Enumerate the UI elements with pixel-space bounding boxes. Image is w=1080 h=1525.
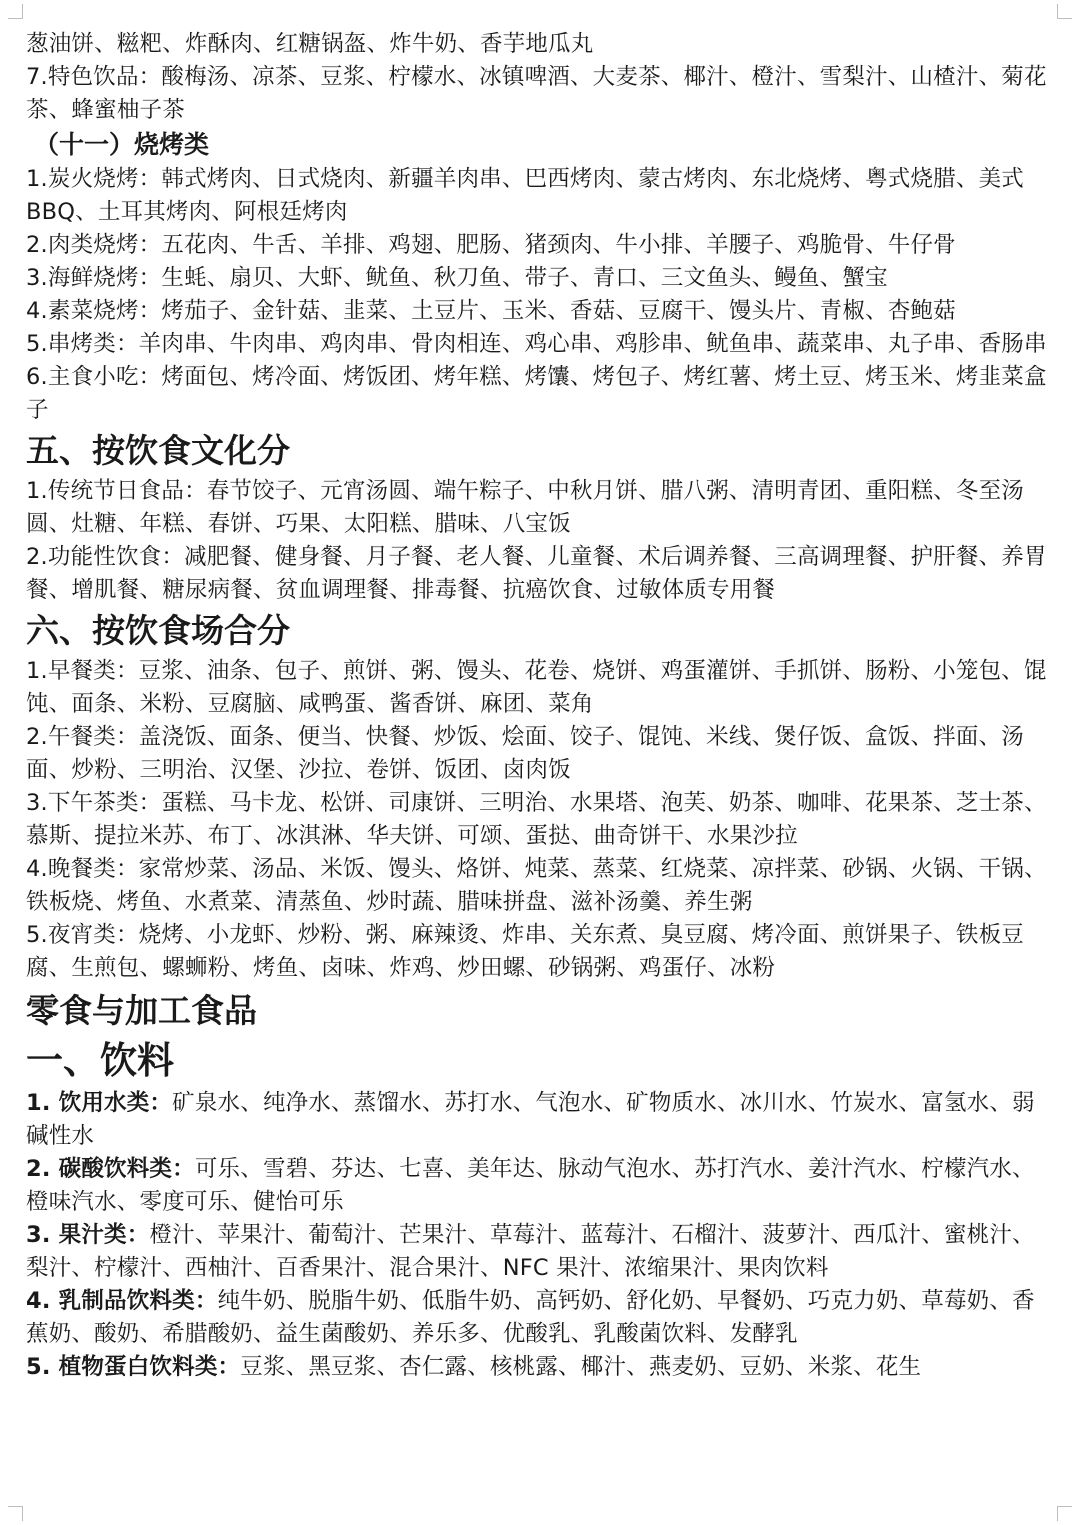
- paragraph-dairy: [26, 1285, 1054, 1351]
- paragraph-text: 蛋糕、马卡龙、松饼、司康饼、三明治、水果塔、泡芙、奶茶、咖啡、花果茶、芝士茶、慕斯、提拉米苏、布丁、冰淇淋、华夫饼、可颂、蛋挞、曲奇饼干、水果沙拉: [26, 790, 1047, 849]
- paragraph-text: 烤面包、烤冷面、烤饭团、烤年糕、烤馕、烤包子、烤红薯、烤土豆、烤玉米、烤韭菜盒子: [26, 364, 1047, 423]
- paragraph-label: 2.肉类烧烤：: [26, 232, 162, 258]
- paragraph-text: 葱油饼、糍粑、炸酥肉、红糖锅盔、炸牛奶、香芋地瓜丸: [26, 31, 594, 57]
- paragraph-label: 5.夜宵类：: [26, 922, 139, 948]
- paragraph-label: 4.晚餐类：: [26, 856, 139, 882]
- paragraph-text: 韩式烤肉、日式烧肉、新疆羊肉串、巴西烤肉、蒙古烤肉、东北烧烤、粤式烧腊、美式 BBQ、土耳其烤肉、阿根廷烤肉: [26, 166, 1024, 225]
- paragraph-label: 3. 果汁类：: [26, 1222, 150, 1248]
- paragraph-text: 烧烤、小龙虾、炒粉、粥、麻辣烫、炸串、关东煮、臭豆腐、烤冷面、煎饼果子、铁板豆腐、生煎包、螺蛳粉、烤鱼、卤味、炸鸡、炒田螺、砂锅粥、鸡蛋仔、冰粉: [26, 922, 1024, 981]
- paragraph-text: 家常炒菜、汤品、米饭、馒头、烙饼、炖菜、蒸菜、红烧菜、凉拌菜、砂锅、火锅、干锅、铁板烧、烤鱼、水煮菜、清蒸鱼、炒时蔬、腊味拼盘、滋补汤羹、养生粥: [26, 856, 1047, 915]
- paragraph-special-drinks: [26, 61, 1054, 127]
- paragraph-water: [26, 1087, 1054, 1153]
- paragraph-label: 2.功能性饮食：: [26, 544, 185, 570]
- paragraph-label: 2.午餐类：: [26, 724, 139, 750]
- paragraph-meat-bbq: [26, 229, 1054, 262]
- paragraph-lunch: [26, 721, 1054, 787]
- paragraph-label: 5. 植物蛋白饮料类：: [26, 1354, 241, 1380]
- paragraph-skewers: [26, 328, 1054, 361]
- paragraph-text: 豆浆、黑豆浆、杏仁露、核桃露、椰汁、燕麦奶、豆奶、米浆、花生: [240, 1354, 922, 1380]
- paragraph-label: 2. 碳酸饮料类：: [26, 1156, 195, 1182]
- paragraph-carbonated: [26, 1153, 1054, 1219]
- paragraph-text: 春节饺子、元宵汤圆、端午粽子、中秋月饼、腊八粥、清明青团、重阳糕、冬至汤圆、灶糖、年糕、春饼、巧果、太阳糕、腊味、八宝饭: [26, 478, 1024, 537]
- paragraph-label: 3.下午茶类：: [26, 790, 162, 816]
- paragraph-dinner: [26, 853, 1054, 919]
- paragraph-label: 1. 饮用水类：: [26, 1090, 173, 1116]
- paragraph-juice: [26, 1219, 1054, 1285]
- paragraph-label: 1.炭火烧烤：: [26, 166, 162, 192]
- paragraph-label: 5.串烤类：: [26, 331, 139, 357]
- paragraph-afternoon-tea: [26, 787, 1054, 853]
- paragraph-label: 1.早餐类：: [26, 658, 139, 684]
- heading-food-occasion: 六、按饮食场合分: [26, 611, 290, 650]
- crop-mark-bottom-left: [8, 1506, 23, 1521]
- paragraph-charcoal-bbq: [26, 163, 1054, 229]
- paragraph-staple-snacks: [26, 361, 1054, 427]
- document-page: [26, 28, 1054, 1384]
- paragraph-text: 矿泉水、纯净水、蒸馏水、苏打水、气泡水、矿物质水、冰川水、竹炭水、富氢水、弱碱性水: [26, 1090, 1035, 1149]
- paragraph-label: 4. 乳制品饮料类：: [26, 1288, 218, 1314]
- paragraph-seafood-bbq: [26, 262, 1054, 295]
- heading-bbq: （十一）烧烤类: [34, 130, 210, 159]
- paragraph-text: 减肥餐、健身餐、月子餐、老人餐、儿童餐、术后调养餐、三高调理餐、护肝餐、养胃餐、增肌餐、糖尿病餐、贫血调理餐、排毒餐、抗癌饮食、过敏体质专用餐: [26, 544, 1047, 603]
- heading-food-culture: 五、按饮食文化分: [26, 431, 290, 470]
- paragraph-text: 生蚝、扇贝、大虾、鱿鱼、秋刀鱼、带子、青口、三文鱼头、鳗鱼、蟹宝: [161, 265, 888, 291]
- crop-mark-top-right: [1057, 4, 1072, 19]
- paragraph-text: 烤茄子、金针菇、韭菜、土豆片、玉米、香菇、豆腐干、馒头片、青椒、杏鲍菇: [161, 298, 956, 324]
- paragraph-text: 羊肉串、牛肉串、鸡肉串、骨肉相连、鸡心串、鸡胗串、鱿鱼串、蔬菜串、丸子串、香肠串: [138, 331, 1047, 357]
- heading-snacks-processed: 零食与加工食品: [26, 991, 257, 1030]
- paragraph-text: 豆浆、油条、包子、煎饼、粥、馒头、花卷、烧饼、鸡蛋灌饼、手抓饼、肠粉、小笼包、馄饨、面条、米粉、豆腐脑、咸鸭蛋、酱香饼、麻团、菜角: [26, 658, 1047, 717]
- paragraph-late-night: [26, 919, 1054, 985]
- paragraph-breakfast: [26, 655, 1054, 721]
- paragraph-text: 盖浇饭、面条、便当、快餐、炒饭、烩面、饺子、馄饨、米线、煲仔饭、盒饭、拌面、汤面、炒粉、三明治、汉堡、沙拉、卷饼、饭团、卤肉饭: [26, 724, 1024, 783]
- paragraph-festival-food: [26, 475, 1054, 541]
- paragraph-functional-diet: [26, 541, 1054, 607]
- paragraph-text: 橙汁、苹果汁、葡萄汁、芒果汁、草莓汁、蓝莓汁、石榴汁、菠萝汁、西瓜汁、蜜桃汁、梨汁、柠檬汁、西柚汁、百香果汁、混合果汁、NFC 果汁、浓缩果汁、果肉饮料: [26, 1222, 1035, 1281]
- crop-mark-bottom-right: [1057, 1506, 1072, 1521]
- paragraph-label: 4.素菜烧烤：: [26, 298, 162, 324]
- paragraph-label: 3.海鲜烧烤：: [26, 265, 162, 291]
- paragraph-veg-bbq: [26, 295, 1054, 328]
- crop-mark-top-left: [8, 4, 23, 19]
- paragraph-plant-protein: [26, 1351, 1054, 1384]
- paragraph-fried-snacks-cont: [26, 28, 1054, 61]
- paragraph-text: 可乐、雪碧、芬达、七喜、美年达、脉动气泡水、苏打汽水、姜汁汽水、柠檬汽水、橙味汽水、零度可乐、健怡可乐: [26, 1156, 1035, 1215]
- paragraph-label: 6.主食小吃：: [26, 364, 162, 390]
- paragraph-text: 纯牛奶、脱脂牛奶、低脂牛奶、高钙奶、舒化奶、早餐奶、巧克力奶、草莓奶、香蕉奶、酸奶、希腊酸奶、益生菌酸奶、养乐多、优酸乳、乳酸菌饮料、发酵乳: [26, 1288, 1035, 1347]
- paragraph-text: 酸梅汤、凉茶、豆浆、柠檬水、冰镇啤酒、大麦茶、椰汁、橙汁、雪梨汁、山楂汁、菊花茶、蜂蜜柚子茶: [26, 64, 1047, 123]
- paragraph-label: 1.传统节日食品：: [26, 478, 207, 504]
- heading-drinks: 一、饮料: [26, 1039, 174, 1082]
- paragraph-label: 7.特色饮品：: [26, 64, 162, 90]
- paragraph-text: 五花肉、牛舌、羊排、鸡翅、肥肠、猪颈肉、牛小排、羊腰子、鸡脆骨、牛仔骨: [161, 232, 956, 258]
